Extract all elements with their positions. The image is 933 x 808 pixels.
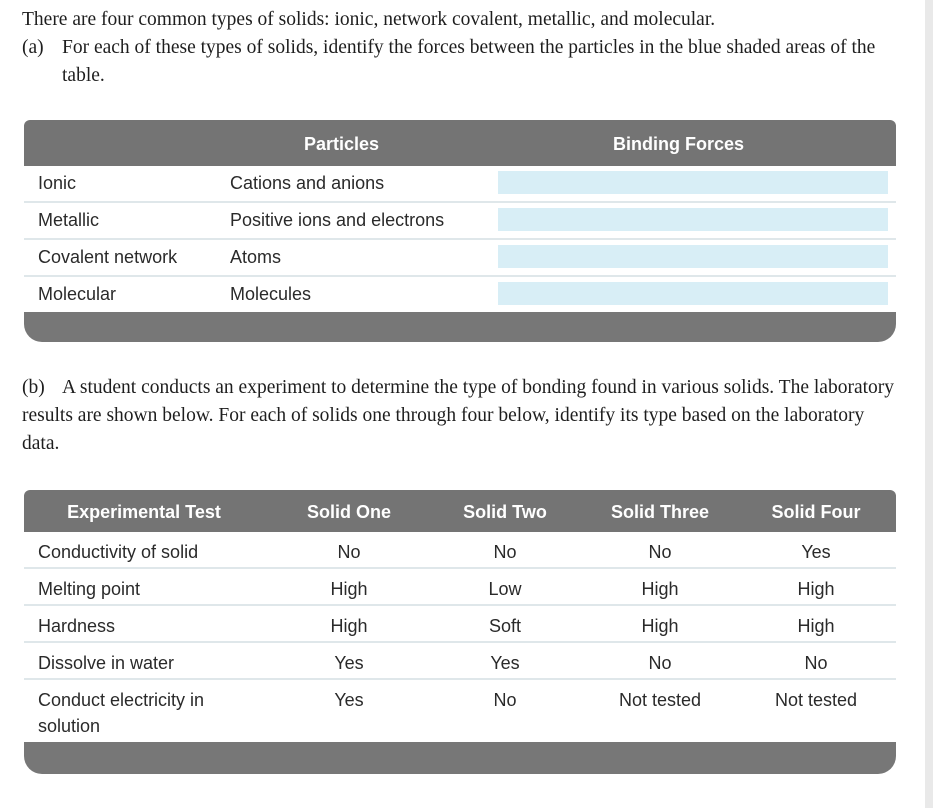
test-name: Melting point	[38, 579, 141, 599]
header-solid-two: Solid Two	[463, 502, 547, 522]
table-row	[24, 240, 896, 277]
solid-three-result: No	[648, 653, 672, 673]
test-name: Dissolve in water	[38, 653, 175, 673]
part-a-prompt	[22, 34, 902, 90]
binding-forces-blank[interactable]	[498, 245, 888, 268]
table-row	[24, 203, 896, 240]
solid-one-result: Yes	[334, 690, 364, 710]
page-edge-strip	[925, 0, 933, 808]
table-row	[24, 532, 896, 569]
table-footer	[24, 312, 896, 342]
table-header	[24, 120, 896, 166]
intro-sentence: There are four common types of solids: ionic, network covalent, metallic, and molecular.	[22, 9, 716, 30]
test-name: Conduct electricity in solution	[38, 690, 205, 736]
solid-one-result: No	[337, 542, 361, 562]
solid-two-result: No	[493, 542, 517, 562]
header-solid-three: Solid Three	[610, 502, 709, 522]
solid-one-result: Yes	[334, 653, 364, 673]
solid-four-result: Yes	[801, 542, 831, 562]
part-b-text: A student conducts an experiment to determine the type of bonding found in various solids. The laboratory results are shown below. For each of solids one through four below, identify its type based on the laboratory data.	[22, 377, 895, 454]
question-intro	[22, 6, 902, 90]
test-name: Hardness	[38, 616, 116, 636]
part-a-text: For each of these types of solids, identify the forces between the particles in the blue shaded areas of the table.	[62, 37, 876, 86]
table-header	[24, 490, 896, 532]
solid-type: Ionic	[38, 173, 77, 193]
part-b-prompt	[22, 374, 902, 458]
particles: Atoms	[230, 247, 282, 267]
header-solid-four: Solid Four	[771, 502, 861, 522]
solid-four-result: No	[804, 653, 828, 673]
table-row	[24, 643, 896, 680]
particles: Cations and anions	[230, 173, 385, 193]
solid-four-result: High	[797, 616, 835, 636]
table-row	[24, 606, 896, 643]
solid-two-result: No	[493, 690, 517, 710]
header-experimental-test: Experimental Test	[67, 502, 221, 522]
particles: Molecules	[230, 284, 312, 304]
solids-particles-table	[24, 120, 896, 338]
header-binding-forces: Binding Forces	[613, 134, 745, 154]
binding-forces-blank[interactable]	[498, 282, 888, 305]
solid-type: Covalent network	[38, 247, 178, 267]
part-a-label: (a)	[22, 37, 44, 58]
solid-three-result: Not tested	[618, 690, 702, 710]
binding-forces-blank[interactable]	[498, 171, 888, 194]
solid-four-result: Not tested	[774, 690, 858, 710]
table-footer	[24, 742, 896, 774]
header-particles: Particles	[304, 134, 380, 154]
table-row	[24, 166, 896, 203]
lab-results-table	[24, 490, 896, 774]
solid-type: Metallic	[38, 210, 100, 230]
test-name: Conductivity of solid	[38, 542, 199, 562]
header-solid-one: Solid One	[306, 502, 391, 522]
part-b-label: (b)	[22, 377, 45, 398]
table-row	[24, 569, 896, 606]
solid-type: Molecular	[38, 284, 117, 304]
solid-two-result: Low	[488, 579, 522, 599]
solid-one-result: High	[330, 579, 368, 599]
table-row	[24, 277, 896, 312]
solid-two-result: Soft	[488, 616, 522, 636]
binding-forces-blank[interactable]	[498, 208, 888, 231]
solid-four-result: High	[797, 579, 835, 599]
table-row	[24, 680, 896, 742]
solid-three-result: High	[641, 579, 679, 599]
solid-three-result: No	[648, 542, 672, 562]
solid-three-result: High	[641, 616, 679, 636]
particles: Positive ions and electrons	[230, 210, 445, 230]
solid-one-result: High	[330, 616, 368, 636]
solid-two-result: Yes	[490, 653, 520, 673]
